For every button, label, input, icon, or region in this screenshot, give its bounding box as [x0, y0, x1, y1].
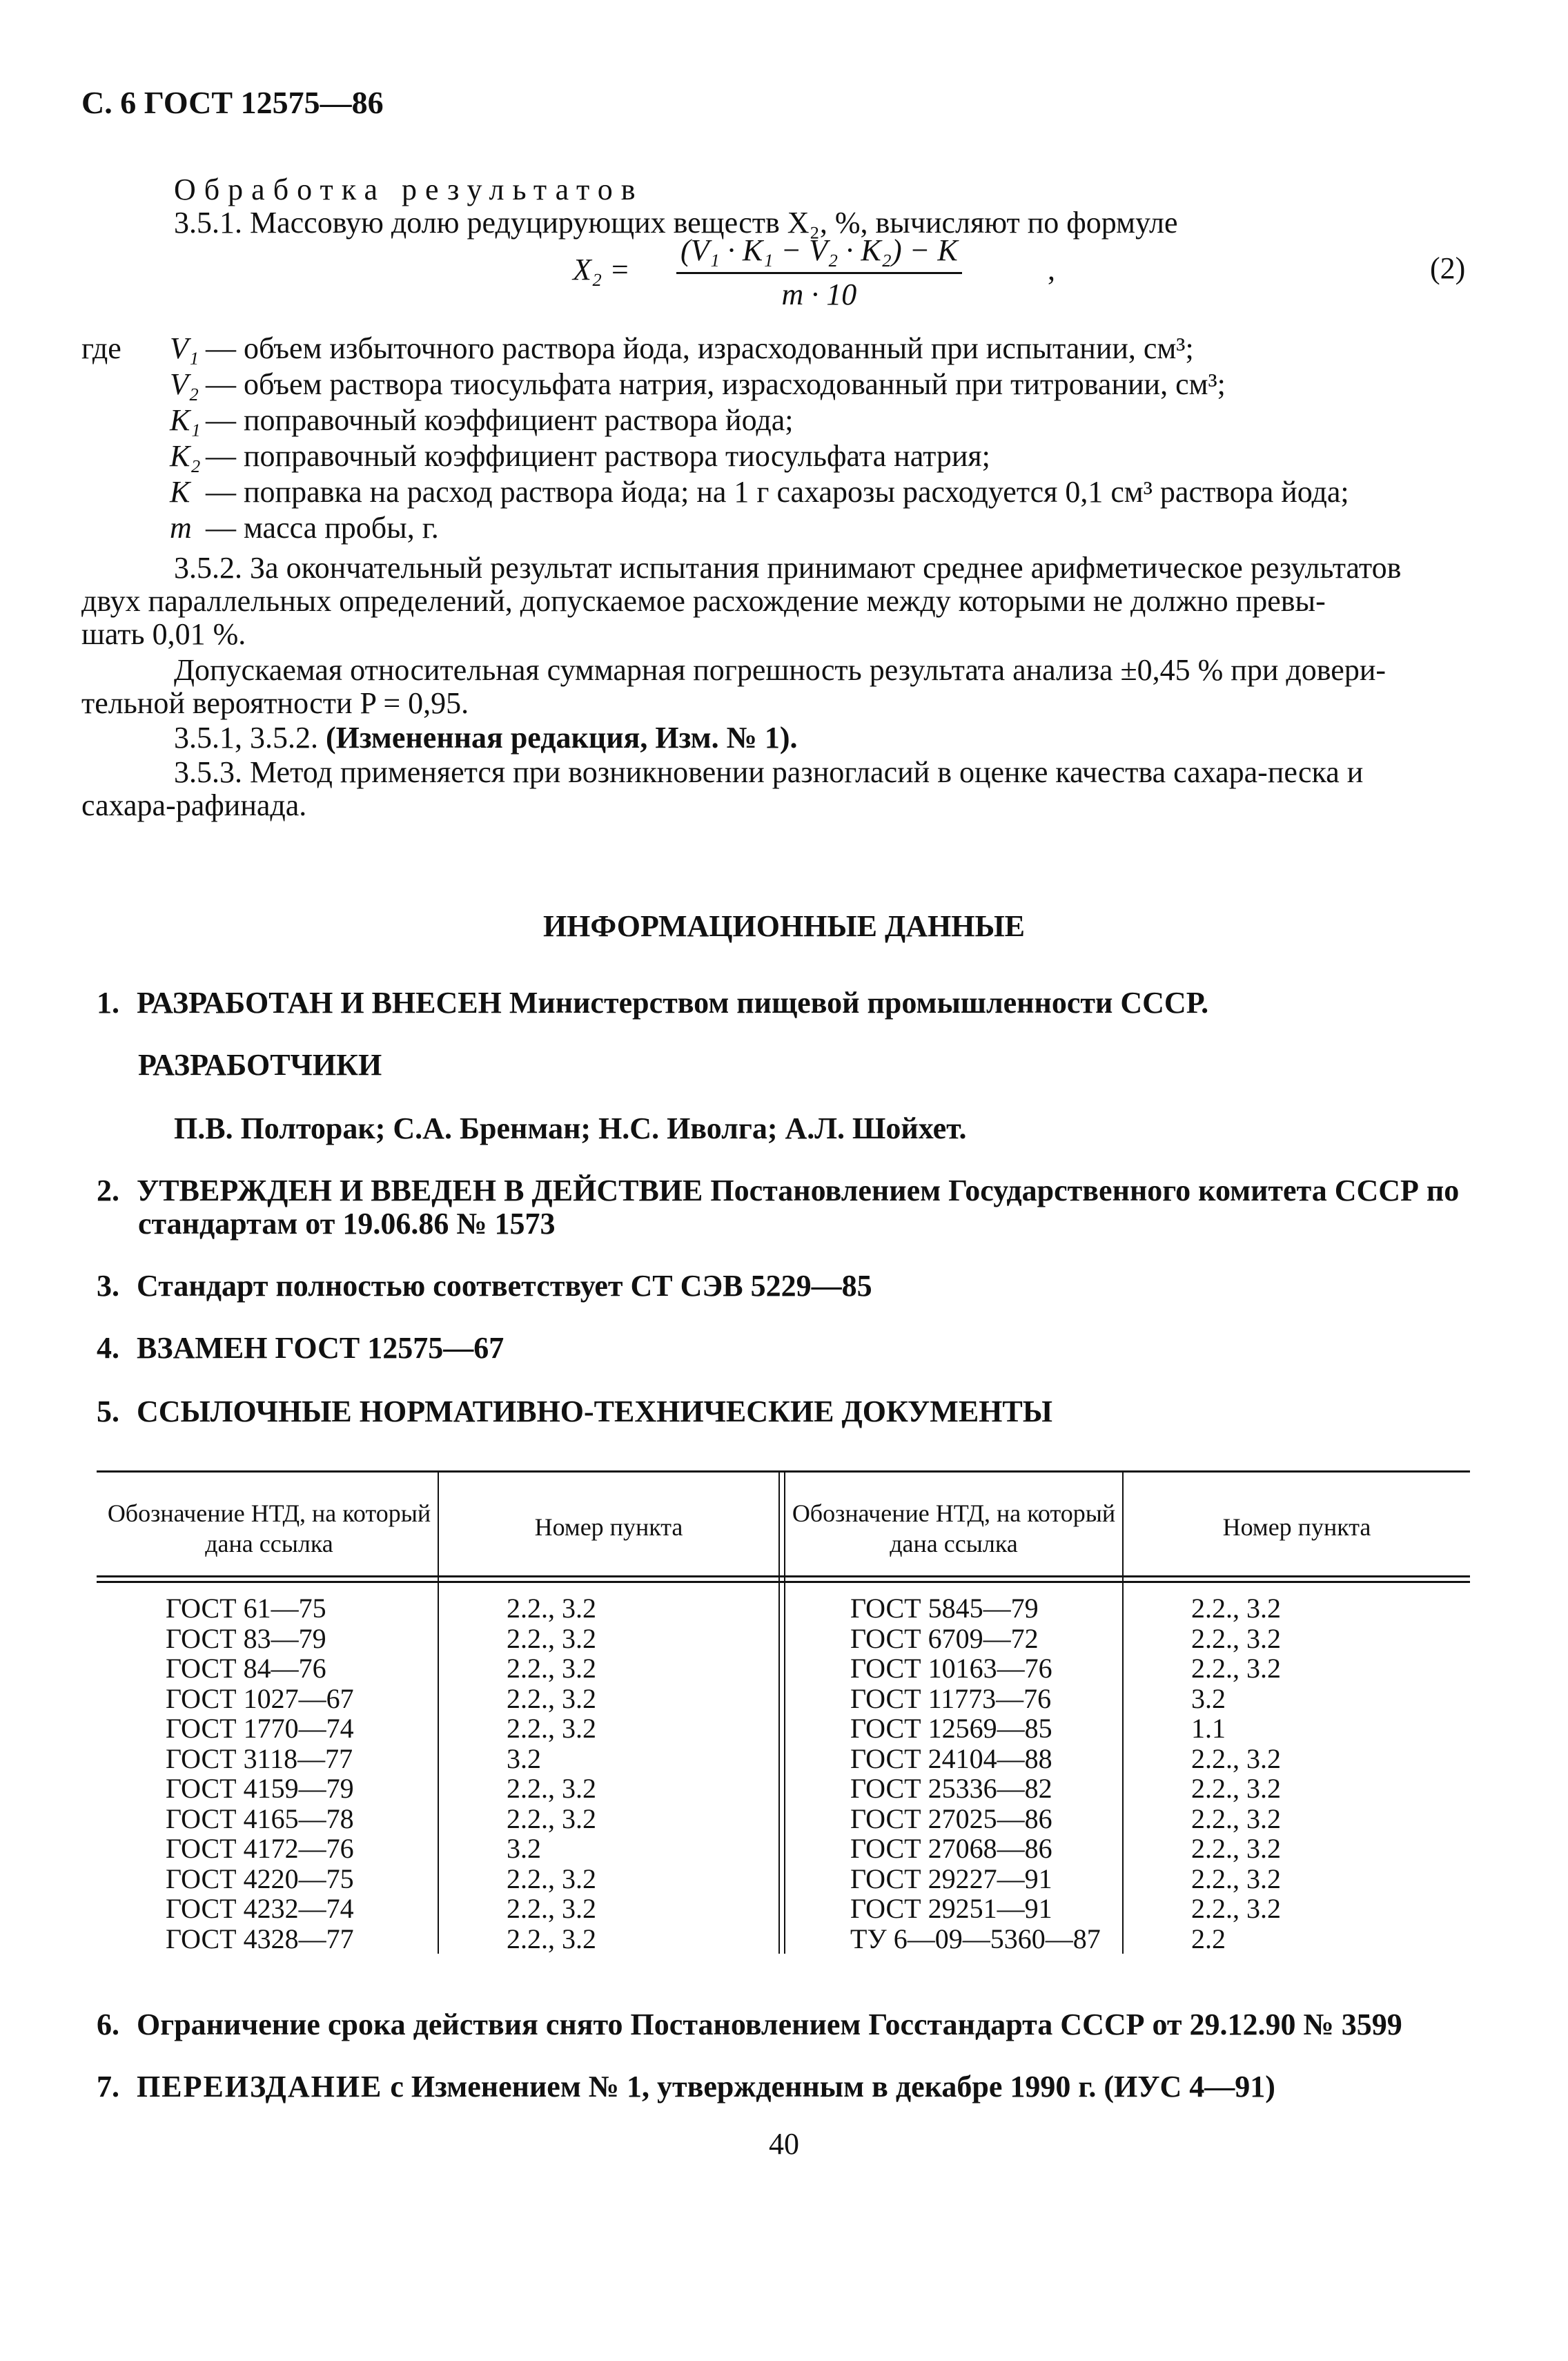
item-number: 4.	[97, 1331, 119, 1365]
where-text: — масса пробы, г.	[206, 511, 439, 545]
table-cell: ГОСТ 61—75	[166, 1593, 326, 1624]
paragraph-3-5-3-line: сахара-рафинада.	[81, 788, 307, 822]
table-cell: ГОСТ 24104—88	[850, 1742, 1052, 1774]
formula-numerator: (V₁ · K₁ − V₂ · K₂) − K	[676, 233, 962, 274]
table-column-left-items	[507, 1593, 596, 1954]
page-number: 40	[769, 2127, 799, 2161]
table-cell: 2.2., 3.2	[1191, 1773, 1281, 1804]
table-cell: 3.2	[507, 1833, 541, 1864]
item-caps: ПЕРЕИЗДАНИЕ	[137, 2070, 383, 2103]
item-number: 5.	[97, 1395, 119, 1428]
table-cell: 2.2., 3.2	[507, 1863, 596, 1894]
table-column-divider	[1122, 1470, 1124, 1954]
table-header: Номер пункта	[1222, 1513, 1371, 1541]
developers-list: П.В. Полторак; С.А. Бренман; Н.С. Иволга; А.Л. Шойхет.	[174, 1111, 967, 1145]
formula-fraction	[676, 233, 962, 312]
paragraph-error-line: Допускаемая относительная суммарная погрешность результата анализа ±0,45 % при довери-	[174, 653, 1386, 687]
table-cell: ГОСТ 25336—82	[850, 1773, 1052, 1804]
developers-label: РАЗРАБОТЧИКИ	[138, 1048, 382, 1082]
formula-lhs: X₂ =	[573, 253, 630, 286]
table-cell: 2.2., 3.2	[1191, 1893, 1281, 1924]
table-cell: 2.2., 3.2	[1191, 1622, 1281, 1654]
item-text: с Изменением № 1, утвержденным в декабре 1990 г. (ИУС 4—91)	[390, 2070, 1275, 2103]
item-text: Ограничение срока действия снято Постановлением Госстандарта СССР от 29.12.90 № 3599	[137, 2008, 1402, 2041]
info-item-3	[97, 1269, 872, 1303]
references-table	[97, 1470, 1470, 1954]
table-cell: 2.2., 3.2	[1191, 1742, 1281, 1774]
page-header: С. 6 ГОСТ 12575—86	[81, 85, 384, 120]
item-text: Стандарт полностью соответствует СТ СЭВ 5229—85	[137, 1269, 872, 1303]
table-header: Номер пункта	[534, 1513, 683, 1541]
formula-comma: ,	[1048, 253, 1055, 286]
section-title: Обработка результатов	[174, 173, 644, 206]
item-number: 7.	[97, 2070, 119, 2103]
info-item-7	[97, 2070, 1275, 2104]
paragraph-change	[174, 721, 797, 755]
table-header-rule	[97, 1581, 1470, 1583]
table-column-left-docs	[166, 1593, 354, 1954]
where-symbol: m	[170, 511, 192, 545]
where-symbol: K₂	[170, 439, 201, 473]
table-cell: 2.2., 3.2	[507, 1923, 596, 1954]
where-symbol: V₂	[170, 367, 199, 401]
item-number: 1.	[97, 986, 119, 1020]
table-cell: ГОСТ 4328—77	[166, 1923, 354, 1954]
item-text: Постановлением Государственного комитета СССР по	[710, 1174, 1460, 1207]
table-cell: 2.2., 3.2	[507, 1773, 596, 1804]
table-cell: ГОСТ 27025—86	[850, 1803, 1052, 1834]
info-title: ИНФОРМАЦИОННЫЕ ДАННЫЕ	[542, 909, 1026, 943]
table-cell: 2.2., 3.2	[1191, 1593, 1281, 1624]
table-column-right-docs	[850, 1593, 1101, 1954]
table-cell: 2.2., 3.2	[507, 1653, 596, 1684]
table-cell: ГОСТ 4172—76	[166, 1833, 354, 1864]
table-cell: ГОСТ 83—79	[166, 1622, 326, 1654]
table-cell: ГОСТ 4232—74	[166, 1893, 354, 1924]
table-cell: 2.2., 3.2	[1191, 1803, 1281, 1834]
paragraph-3-5-3-line: 3.5.3. Метод применяется при возникновении разногласий в оценке качества сахара-песка и	[174, 755, 1364, 789]
where-text: — объем избыточного раствора йода, израсходованный при испытании, см³;	[206, 331, 1194, 365]
item-caps: РАЗРАБОТАН И ВНЕСЕН	[137, 986, 502, 1020]
table-cell: 2.2., 3.2	[507, 1593, 596, 1624]
table-cell: 1.1	[1191, 1713, 1226, 1744]
item-number: 3.	[97, 1269, 119, 1303]
table-cell: ГОСТ 1770—74	[166, 1713, 354, 1744]
paragraph-error-line: тельной вероятности P = 0,95.	[81, 686, 469, 720]
table-cell: ГОСТ 84—76	[166, 1653, 326, 1684]
table-cell: ГОСТ 29227—91	[850, 1863, 1052, 1894]
table-cell: ГОСТ 12569—85	[850, 1713, 1052, 1744]
info-item-1	[97, 986, 1208, 1020]
table-cell: ГОСТ 1027—67	[166, 1682, 354, 1714]
table-top-rule	[97, 1470, 1470, 1473]
table-cell: ГОСТ 27068—86	[850, 1833, 1052, 1864]
table-column-divider	[438, 1470, 439, 1954]
where-text: — поправочный коэффициент раствора тиосульфата натрия;	[206, 439, 990, 473]
where-symbol: K₁	[170, 403, 201, 437]
table-header: Обозначение НТД, на который дана ссылка	[792, 1499, 1116, 1557]
info-item-4	[97, 1331, 504, 1366]
info-item-2-cont: стандартам от 19.06.86 № 1573	[138, 1207, 556, 1241]
table-cell: 2.2	[1191, 1923, 1226, 1954]
where-symbol: V₁	[170, 331, 199, 365]
table-cell: 2.2., 3.2	[1191, 1833, 1281, 1864]
info-item-6	[97, 2008, 1402, 2042]
table-cell: ГОСТ 5845—79	[850, 1593, 1039, 1624]
where-row	[81, 331, 1194, 366]
where-symbol: K	[170, 475, 190, 509]
table-column-divider	[784, 1470, 785, 1954]
table-cell: ГОСТ 4165—78	[166, 1803, 354, 1834]
change-note: (Измененная редакция, Изм. № 1).	[326, 721, 798, 755]
table-cell: ГОСТ 29251—91	[850, 1893, 1052, 1924]
table-cell: 3.2	[507, 1742, 541, 1774]
table-cell: ГОСТ 10163—76	[850, 1653, 1052, 1684]
item-caps: УТВЕРЖДЕН И ВВЕДЕН В ДЕЙСТВИЕ	[137, 1174, 703, 1207]
item-text: ССЫЛОЧНЫЕ НОРМАТИВНО-ТЕХНИЧЕСКИЕ ДОКУМЕНТЫ	[137, 1395, 1052, 1428]
item-number: 2.	[97, 1174, 119, 1207]
table-cell: 2.2., 3.2	[1191, 1863, 1281, 1894]
table-cell: ГОСТ 4220—75	[166, 1863, 354, 1894]
where-text: — поправочный коэффициент раствора йода;	[206, 403, 794, 437]
table-cell: 2.2., 3.2	[507, 1622, 596, 1654]
table-column-right-items	[1191, 1593, 1281, 1954]
paragraph-3-5-2-line: двух параллельных определений, допускаемое расхождение между которыми не должно превы-	[81, 584, 1326, 618]
table-header: Обозначение НТД, на который дана ссылка	[107, 1499, 431, 1557]
table-header-rule	[97, 1575, 1470, 1577]
where-text: — объем раствора тиосульфата натрия, израсходованный при титровании, см³;	[206, 367, 1226, 401]
item-text: Министерством пищевой промышленности СССР.	[509, 986, 1209, 1020]
where-prefix: где	[81, 331, 121, 365]
formula-number: (2)	[1430, 251, 1466, 285]
info-item-2	[97, 1174, 1459, 1208]
paragraph-3-5-2-line: шать 0,01 %.	[81, 617, 246, 651]
table-cell: 2.2., 3.2	[1191, 1653, 1281, 1684]
formula-denominator: m · 10	[781, 278, 857, 311]
table-cell: ТУ 6—09—5360—87	[850, 1923, 1101, 1954]
table-cell: ГОСТ 11773—76	[850, 1682, 1052, 1714]
table-cell: 2.2., 3.2	[507, 1893, 596, 1924]
table-cell: ГОСТ 3118—77	[166, 1742, 353, 1774]
table-cell: 2.2., 3.2	[507, 1803, 596, 1834]
table-column-divider	[778, 1470, 780, 1954]
item-text: ВЗАМЕН ГОСТ 12575—67	[137, 1331, 504, 1365]
table-cell: 3.2	[1191, 1682, 1226, 1714]
table-cell: ГОСТ 4159—79	[166, 1773, 354, 1804]
change-prefix: 3.5.1, 3.5.2.	[174, 721, 318, 755]
paragraph-3-5-1: 3.5.1. Массовую долю редуцирующих веществ X₂, %, вычисляют по формуле	[174, 206, 1178, 240]
item-number: 6.	[97, 2008, 119, 2041]
where-text: — поправка на расход раствора йода; на 1 г сахарозы расходуется 0,1 см³ раствора йода;	[206, 475, 1349, 509]
info-item-5	[97, 1395, 1052, 1429]
paragraph-3-5-2-line: 3.5.2. За окончательный результат испытания принимают среднее арифметическое результатов	[174, 551, 1402, 585]
table-cell: 2.2., 3.2	[507, 1713, 596, 1744]
table-cell: ГОСТ 6709—72	[850, 1622, 1039, 1654]
table-cell: 2.2., 3.2	[507, 1682, 596, 1714]
